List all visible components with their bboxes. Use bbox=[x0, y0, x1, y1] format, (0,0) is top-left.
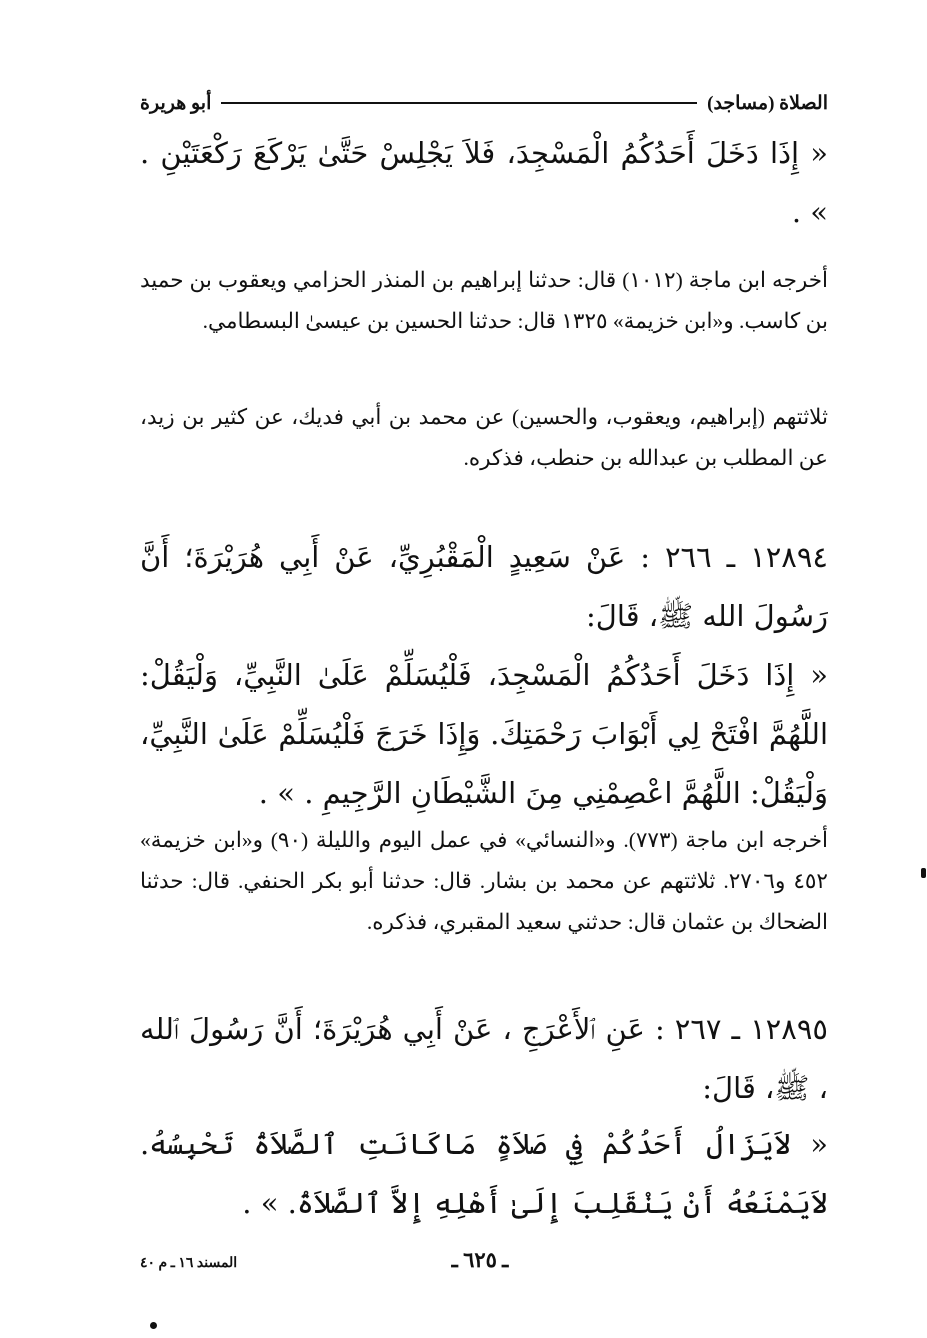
header-rule bbox=[221, 102, 697, 104]
page-number: ـ ٦٢٥ ـ bbox=[451, 1248, 509, 1272]
scan-dot bbox=[150, 1322, 157, 1329]
header-narrator-title: أبو هريرة bbox=[140, 92, 212, 114]
hadith-text-12894: « إِذَا دَخَلَ أَحَدُكُمُ الْمَسْجِدَ، فَلْيُسَلِّمْ عَلَىٰ النَّبِيِّ، وَلْيَقُلْ: اللَّهُمَّ افْتَحْ لِي أَبْوَابَ رَحْمَتِكَ. وَإِذَا خَرَجَ فَلْيُسَلِّمْ عَلَىٰ النَّبِيِّ، وَلْيَقُلْ: اللَّهُمَّ اعْصِمْنِي مِنَ الشَّيْطَانِ الرَّجِيمِ . » . bbox=[140, 658, 828, 810]
margin-mark bbox=[921, 868, 926, 878]
header-chapter-title: الصلاة (مساجد) bbox=[707, 92, 828, 114]
hadith-isnad-12895: ١٢٨٩٥ ـ ٢٦٧ : عَنِ ٱلأَعْرَجِ ، عَنْ أَبِي هُرَيْرَةَ؛ أَنَّ رَسُولَ ٱلله ، ﷺ، قَالَ: bbox=[140, 1012, 828, 1105]
running-header bbox=[140, 88, 828, 118]
volume-reference: المسند ١٦ ـ م ٤٠ bbox=[140, 1256, 238, 1271]
hadith-text-1: « إِذَا دَخَلَ أَحَدُكُمُ الْمَسْجِدَ، فَلاَ يَجْلِسْ حَتَّىٰ يَرْكَعَ رَكْعَتَيْنِ . » . bbox=[140, 136, 828, 229]
hadith-text-12895: « لاَيَزَالُ أَحَدُكُمْ فِي صَلاَةٍ مَاكَانَتِ ٱلصَّلاَةُ تَحْبِسُهُ. لاَيَمْنَعُهُ أَنْ يَنْقَلِبَ إِلَىٰ أَهْلِهِ إِلاَّ ٱلصَّلاَةُ. » . bbox=[140, 1127, 828, 1220]
takhrij-note-1b: ثلاثتهم (إبراهيم، ويعقوب، والحسين) عن محمد بن أبي فديك، عن كثير بن زيد، عن المطلب بن عبدالله بن حنطب، فذكره. bbox=[140, 405, 828, 470]
takhrij-note-12894: أخرجه ابن ماجة (٧٧٣). و«النسائي» في عمل اليوم والليلة (٩٠) و«ابن خزيمة» ٤٥٢ و٢٧٠٦. ثلاثتهم عن محمد بن بشار. قال: حدثنا أبو بكر الحنفي. قال: حدثنا الضحاك بن عثمان قال: حدثني سعيد المقبري، فذكره. bbox=[140, 828, 828, 934]
hadith-isnad-12894: ١٢٨٩٤ ـ ٢٦٦ : عَنْ سَعِيدٍ الْمَقْبُرِيِّ، عَنْ أَبِي هُرَيْرَةَ؛ أَنَّ رَسُولَ الله ﷺ، قَالَ: bbox=[140, 540, 829, 633]
takhrij-note-1a: أخرجه ابن ماجة (١٠١٢) قال: حدثنا إبراهيم بن المنذر الحزامي ويعقوب بن حميد بن كاسب. و«ابن خزيمة» ١٣٢٥ قال: حدثنا الحسين بن عيسىٰ البسطامي. bbox=[140, 268, 828, 333]
